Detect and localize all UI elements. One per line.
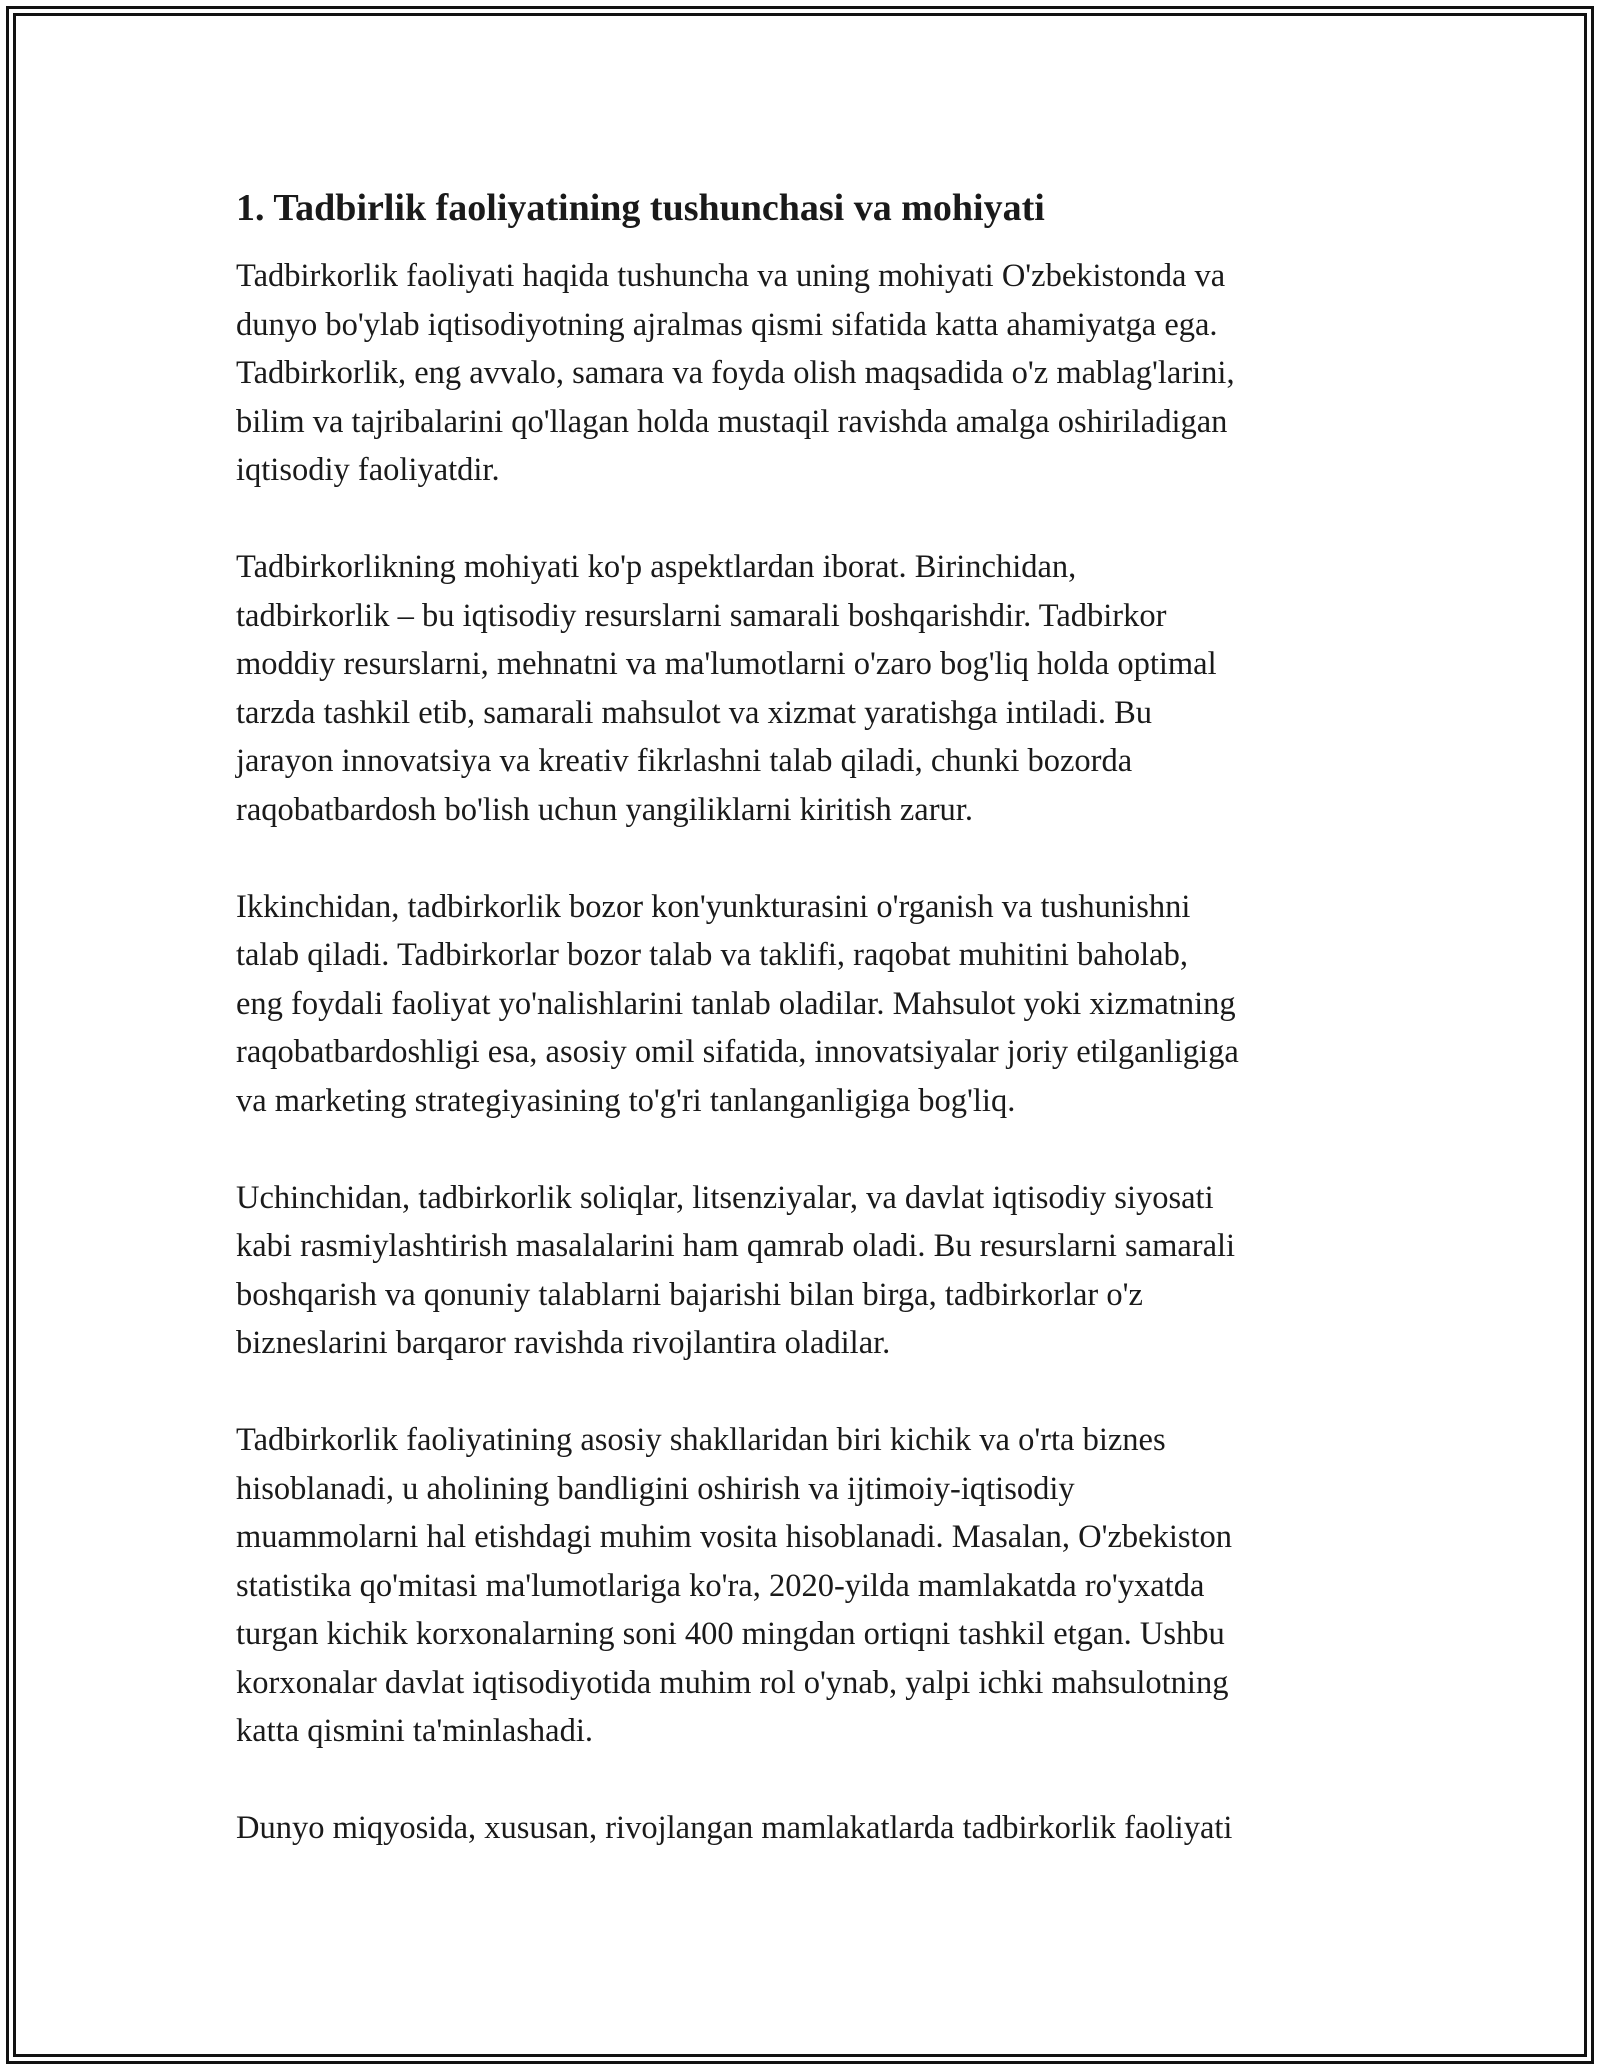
text-line: Ikkinchidan, tadbirkorlik bozor kon'yunkturasini o'rganish va tushunishni — [236, 888, 1191, 925]
paragraph — [236, 1416, 1376, 1756]
text-line: va marketing strategiyasining to'g'ri tanlanganligiga bog'liq. — [236, 1082, 1016, 1119]
text-line: tadbirkorlik – bu iqtisodiy resurslarni samarali boshqarishdir. Tadbirkor — [236, 597, 1167, 634]
paragraph — [236, 1804, 1376, 1853]
text-line: katta qismini ta'minlashadi. — [236, 1713, 593, 1749]
paragraph — [236, 1174, 1376, 1368]
paragraph-list — [236, 252, 1376, 1853]
document-body — [236, 184, 1376, 1901]
text-line: raqobatbardoshligi esa, asosiy omil sifatida, innovatsiyalar joriy etilganligiga — [236, 1034, 1239, 1070]
text-line: turgan kichik korxonalarning soni 400 mingdan ortiqni tashkil etgan. Ushbu — [236, 1616, 1225, 1652]
text-line: Tadbirkorlik faoliyati haqida tushuncha va uning mohiyati O'zbekistonda va — [236, 258, 1226, 294]
text-line: hisoblanadi, u aholining bandligini oshirish va ijtimoiy-iqtisodiy — [236, 1470, 1075, 1507]
text-line: Dunyo miqyosida, xususan, rivojlangan mamlakatlarda tadbirkorlik faoliyati — [236, 1810, 1233, 1846]
section-heading: 1. Tadbirlik faoliyatining tushunchasi va mohiyati — [236, 187, 1045, 229]
text-line: Tadbirkorlik faoliyatining asosiy shakllaridan biri kichik va o'rta biznes — [236, 1422, 1166, 1458]
text-line: bizneslarini barqaror ravishda rivojlantira oladilar. — [236, 1325, 891, 1361]
text-line: muammolarni hal etishdagi muhim vosita hisoblanadi. Masalan, O'zbekiston — [236, 1519, 1233, 1555]
text-line: moddiy resurslarni, mehnatni va ma'lumotlarni o'zaro bog'liq holda optimal — [236, 646, 1217, 682]
text-line: statistika qo'mitasi ma'lumotlariga ko'ra, 2020-yilda mamlakatda ro'yxatda — [236, 1567, 1205, 1604]
text-line: Uchinchidan, tadbirkorlik soliqlar, litsenziyalar, va davlat iqtisodiy siyosati — [236, 1179, 1214, 1216]
paragraph — [236, 543, 1376, 834]
text-line: kabi rasmiylashtirish masalalarini ham qamrab oladi. Bu resurslarni samarali — [236, 1228, 1236, 1264]
text-line: tarzda tashkil etib, samarali mahsulot va xizmat yaratishga intiladi. Bu — [236, 694, 1153, 731]
text-line: bilim va tajribalarini qo'llagan holda mustaqil ravishda amalga oshiriladigan — [236, 403, 1228, 440]
text-line: Tadbirkorlik, eng avvalo, samara va foyda olish maqsadida o'z mablag'larini, — [236, 355, 1235, 391]
text-line: korxonalar davlat iqtisodiyotida muhim rol o'ynab, yalpi ichki mahsulotning — [236, 1664, 1229, 1701]
text-line: iqtisodiy faoliyatdir. — [236, 452, 500, 488]
text-line: talab qiladi. Tadbirkorlar bozor talab va taklifi, raqobat muhitini baholab, — [236, 937, 1188, 973]
text-line: dunyo bo'ylab iqtisodiyotning ajralmas qismi sifatida katta ahamiyatga ega. — [236, 306, 1218, 343]
text-line: Tadbirkorlikning mohiyati ko'p aspektlardan iborat. Birinchidan, — [236, 549, 1077, 585]
text-line: jarayon innovatsiya va kreativ fikrlashni talab qiladi, chunki bozorda — [236, 743, 1133, 779]
text-line: raqobatbardosh bo'lish uchun yangiliklarni kiritish zarur. — [236, 791, 973, 828]
paragraph — [236, 252, 1376, 495]
text-line: boshqarish va qonuniy talablarni bajarishi bilan birga, tadbirkorlar o'z — [236, 1276, 1143, 1313]
text-line: eng foydali faoliyat yo'nalishlarini tanlab oladilar. Mahsulot yoki xizmatning — [236, 985, 1236, 1022]
paragraph — [236, 883, 1376, 1126]
